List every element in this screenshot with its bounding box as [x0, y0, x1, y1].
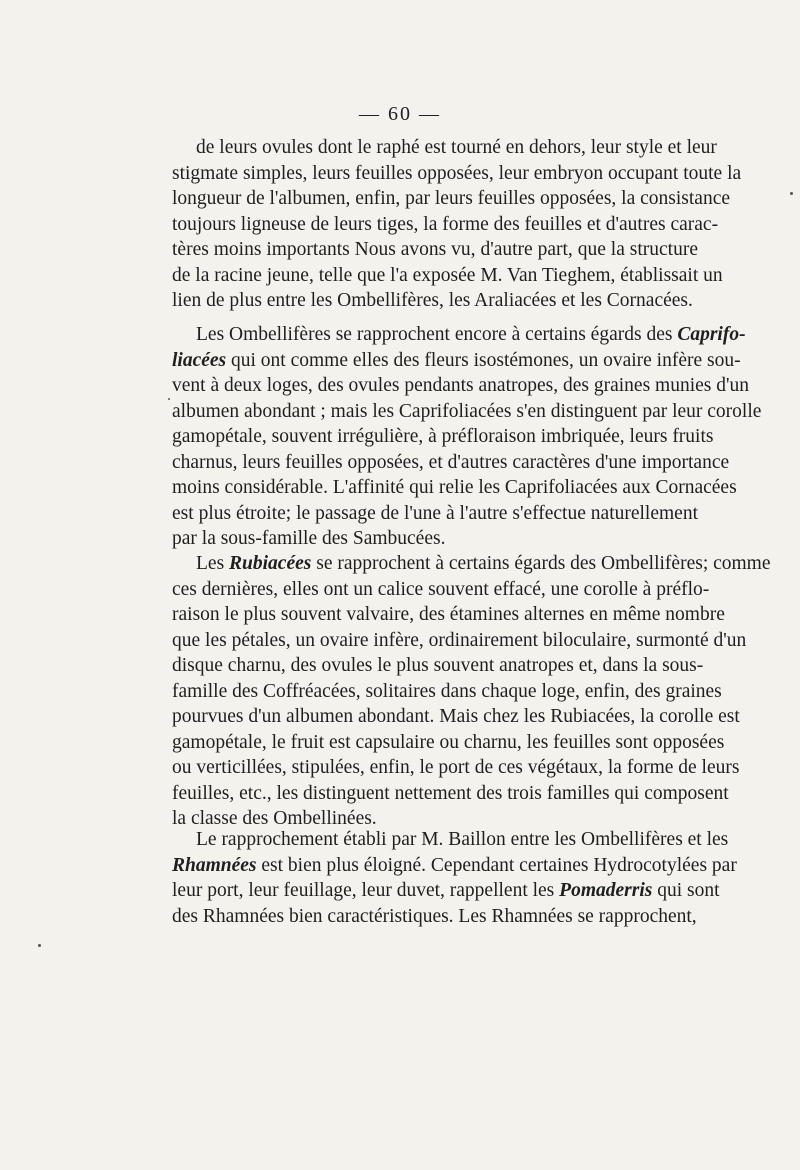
text-line: gamopétale, souvent irrégulière, à préfloraison imbriquée, leurs fruits — [172, 426, 714, 447]
text-line: Les Rubiacées se rapprochent à certains égards des Ombellifères; comme — [196, 553, 771, 574]
text-line: disque charnu, des ovules le plus souvent anatropes et, dans la sous- — [172, 655, 704, 676]
paragraph-4 — [172, 827, 737, 929]
page-number: — 60 — — [359, 103, 441, 125]
paragraph-1 — [172, 135, 742, 314]
text-line: des Rhamnées bien caractéristiques. Les Rhamnées se rapprochent, — [172, 905, 697, 927]
paper-speck — [790, 192, 793, 195]
text-line: gamopétale, le fruit est capsulaire ou charnu, les feuilles sont opposées — [172, 731, 725, 753]
text-line: charnus, leurs feuilles opposées, et d'autres caractères d'une importance — [172, 451, 730, 473]
text-line: toujours ligneuse de leurs tiges, la forme des feuilles et d'autres carac- — [172, 213, 719, 235]
text-line: famille des Coffréacées, solitaires dans chaque loge, enfin, des graines — [172, 680, 722, 702]
text-line: stigmate simples, leurs feuilles opposées, leur embryon occupant toute la — [172, 162, 742, 184]
text-line: Les Ombellifères se rapprochent encore à certains égards des Caprifo- — [196, 324, 746, 345]
paper-speck — [168, 398, 170, 400]
text-line: lien de plus entre les Ombellifères, les Araliacées et les Cornacées. — [172, 290, 693, 311]
paragraph-2 — [172, 322, 762, 552]
text-line: que les pétales, un ovaire infère, ordinairement biloculaire, surmonté d'un — [172, 629, 747, 651]
text-line: Rhamnées est bien plus éloigné. Cependant certaines Hydrocotylées par — [172, 854, 737, 876]
text-line: leur port, leur feuillage, leur duvet, rappellent les Pomaderris qui sont — [172, 880, 720, 901]
italic-term: liacées — [172, 349, 227, 371]
text-line: raison le plus souvent valvaire, des étamines alternes en même nombre — [172, 604, 725, 625]
text-line: de leurs ovules dont le raphé est tourné en dehors, leur style et leur — [196, 137, 717, 158]
text-line: moins considérable. L'affinité qui relie les Caprifoliacées aux Cornacées — [172, 477, 737, 498]
text-line: de la racine jeune, telle que l'a exposée M. Van Tieghem, établissait un — [172, 264, 723, 286]
text-line: pourvues d'un albumen abondant. Mais chez les Rubiacées, la corolle est — [172, 706, 740, 727]
text-line: par la sous-famille des Sambucées. — [172, 528, 446, 549]
text-line: vent à deux loges, des ovules pendants anatropes, des graines munies d'un — [172, 375, 750, 396]
text-line: est plus étroite; le passage de l'une à l'autre s'effectue naturellement — [172, 502, 698, 524]
italic-term: Rubiacées — [229, 553, 312, 574]
paper-speck — [38, 944, 41, 947]
paragraph-3 — [172, 551, 771, 832]
text-line: ou verticillées, stipulées, enfin, le port de ces végétaux, la forme de leurs — [172, 757, 740, 778]
text-line: liacées qui ont comme elles des fleurs isostémones, un ovaire infère sou- — [172, 349, 741, 371]
italic-term: Rhamnées — [172, 854, 257, 876]
text-line: Le rapprochement établi par M. Baillon entre les Ombellifères et les — [196, 829, 729, 850]
text-line: feuilles, etc., les distinguent nettement des trois familles qui composent — [172, 782, 729, 804]
text-line: la classe des Ombellinées. — [172, 808, 377, 829]
text-line: ces dernières, elles ont un calice souvent effacé, une corolle à préflo- — [172, 578, 710, 600]
text-line: tères moins importants Nous avons vu, d'autre part, que la structure — [172, 239, 698, 260]
italic-term: Caprifo- — [677, 324, 746, 345]
text-line: longueur de l'albumen, enfin, par leurs feuilles opposées, la consistance — [172, 188, 731, 209]
text-line: albumen abondant ; mais les Caprifoliacées s'en distinguent par leur corolle — [172, 400, 762, 422]
italic-term: Pomaderris — [559, 880, 653, 901]
